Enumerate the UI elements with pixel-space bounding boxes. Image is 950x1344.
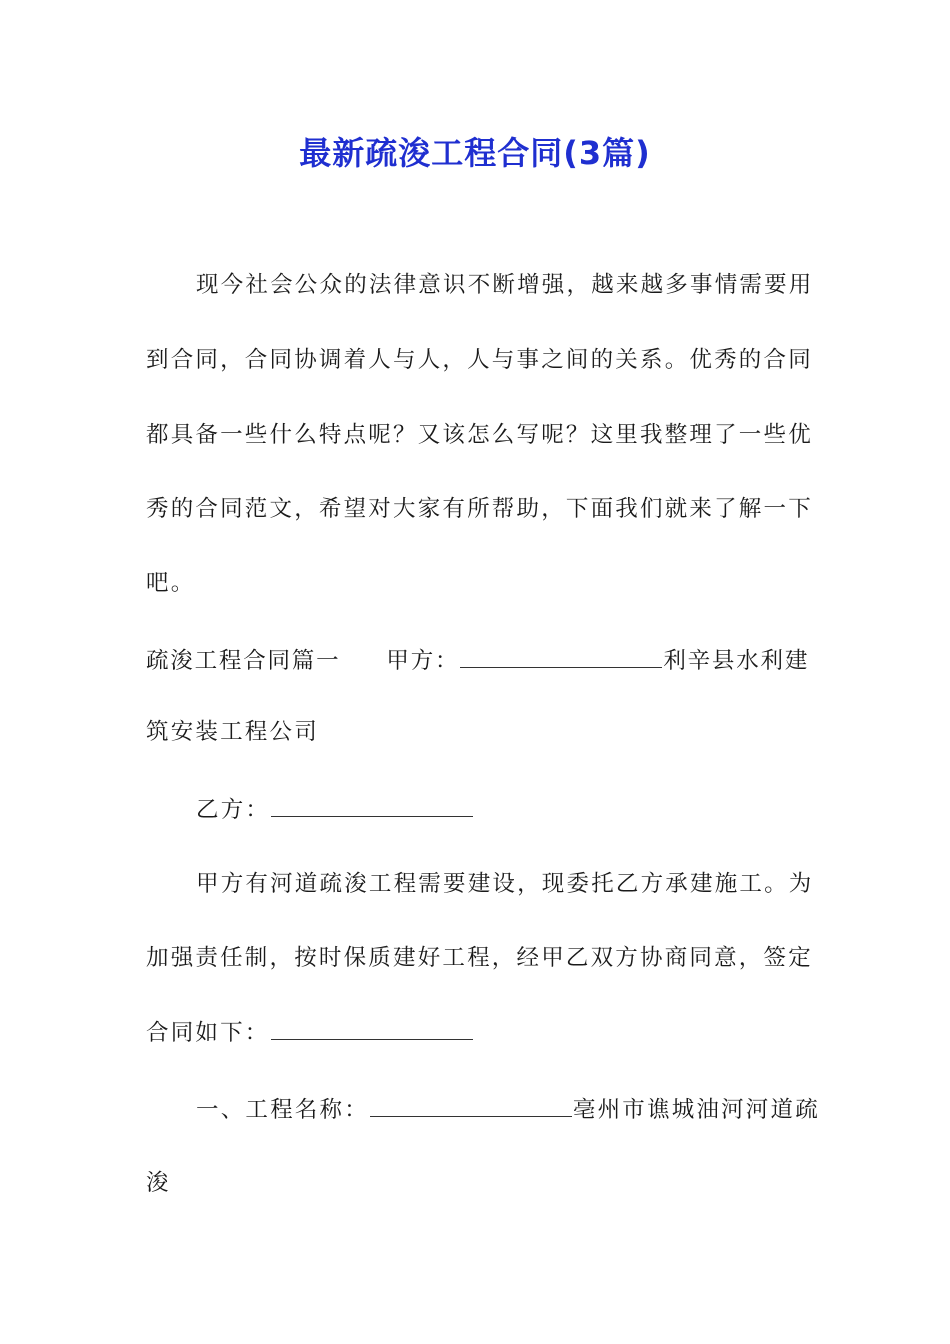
item-1-value: 亳州市谯城油河河道疏 [572, 1097, 820, 1123]
purpose-line-2: 加强责任制，按时保质建好工程，经甲乙双方协商同意，签定 [146, 945, 813, 971]
item-1-value-continued: 浚 [146, 1170, 171, 1196]
party-b-blank [271, 794, 473, 817]
party-b-line [196, 794, 474, 825]
intro-line-2: 到合同，合同协调着人与人，人与事之间的关系。优秀的合同 [146, 347, 813, 373]
party-a-value-continued: 筑安装工程公司 [146, 719, 319, 745]
purpose-line-1: 甲方有河道疏浚工程需要建设，现委托乙方承建施工。为 [196, 871, 814, 897]
intro-line-4: 秀的合同范文，希望对大家有所帮助，下面我们就来了解一下 [146, 496, 813, 522]
contract-heading: 疏浚工程合同篇一 [146, 648, 341, 674]
intro-line-3: 都具备一些什么特点呢？又该怎么写呢？这里我整理了一些优 [146, 422, 813, 448]
intro-line-5: 吧。 [146, 570, 196, 596]
party-a-value: 利辛县水利建 [663, 648, 810, 674]
party-a-blank [460, 645, 662, 668]
item-1-line [196, 1094, 820, 1125]
purpose-blank [271, 1017, 473, 1040]
intro-line-1: 现今社会公众的法律意识不断增强，越来越多事情需要用 [196, 272, 814, 298]
item-1-blank [370, 1094, 572, 1117]
party-a-label: 甲方： [386, 648, 460, 674]
contract-heading-line [146, 645, 809, 676]
purpose-line-3-text: 合同如下： [146, 1020, 270, 1046]
party-b-label: 乙方： [196, 797, 271, 823]
item-1-label: 一、工程名称： [196, 1097, 369, 1123]
document-title: 最新疏浚工程合同(3篇) [299, 134, 651, 172]
purpose-line-3 [146, 1017, 474, 1048]
